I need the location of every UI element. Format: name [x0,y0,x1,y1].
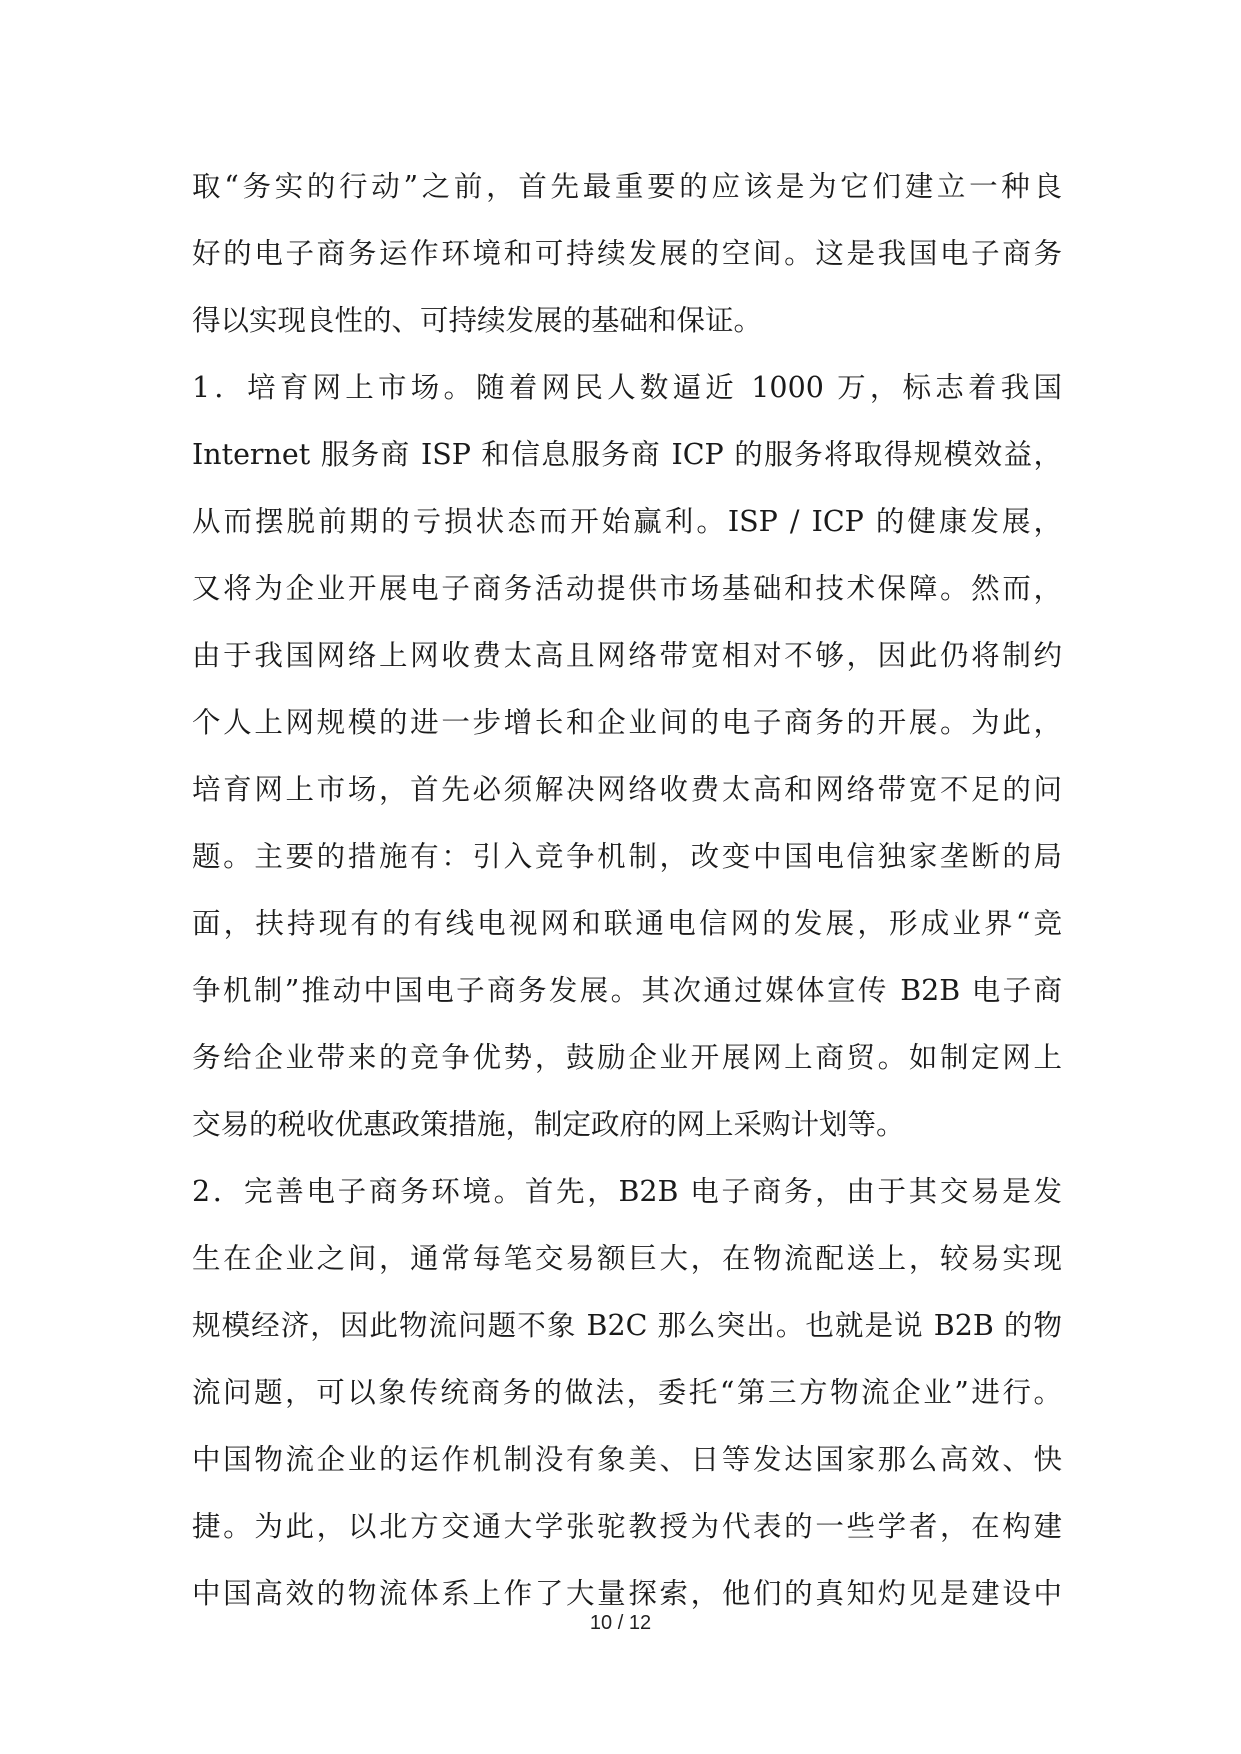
text-line: 流问题，可以象传统商务的做法，委托“第三方物流企业”进行。 [192,1376,1062,1409]
text-line: 生在企业之间，通常每笔交易额巨大，在物流配送上，较易实现 [192,1242,1062,1275]
text-line: 又将为企业开展电子商务活动提供市场基础和技术保障。然而， [192,572,1062,605]
text-line: 好的电子商务运作环境和可持续发展的空间。这是我国电子商务 [192,237,1062,270]
page-number: 10 / 12 [589,1612,652,1634]
text-line: 捷。为此，以北方交通大学张驼教授为代表的一些学者，在构建 [192,1510,1062,1543]
text-line: 务给企业带来的竞争优势，鼓励企业开展网上商贸。如制定网上 [192,1041,1062,1074]
text-line: 2．完善电子商务环境。首先，B2B 电子商务，由于其交易是发 [192,1175,1062,1208]
text-line: 从而摆脱前期的亏损状态而开始赢利。ISP / ICP 的健康发展， [192,505,1062,538]
text-line: 个人上网规模的进一步增长和企业间的电子商务的开展。为此， [192,706,1062,739]
text-line: 由于我国网络上网收费太高且网络带宽相对不够，因此仍将制约 [192,639,1062,672]
text-line: 面，扶持现有的有线电视网和联通电信网的发展，形成业界“竞 [192,907,1062,940]
text-line: 交易的税收优惠政策措施，制定政府的网上采购计划等。 [192,1108,905,1141]
text-line: 争机制”推动中国电子商务发展。其次通过媒体宣传 B2B 电子商 [192,974,1062,1007]
text-line: 取“务实的行动”之前，首先最重要的应该是为它们建立一种良 [192,170,1062,203]
text-line: 1．培育网上市场。随着网民人数逼近 1000 万，标志着我国 [192,371,1062,404]
text-line: 中国高效的物流体系上作了大量探索，他们的真知灼见是建设中 [192,1577,1062,1610]
text-line: 中国物流企业的运作机制没有象美、日等发达国家那么高效、快 [192,1443,1062,1476]
body-text [192,153,1062,1627]
text-line: 培育网上市场，首先必须解决网络收费太高和网络带宽不足的问 [192,773,1062,806]
text-line: 规模经济，因此物流问题不象 B2C 那么突出。也就是说 B2B 的物 [192,1309,1062,1342]
text-line: 得以实现良性的、可持续发展的基础和保证。 [192,304,763,337]
text-line: 题。主要的措施有：引入竞争机制，改变中国电信独家垄断的局 [192,840,1062,873]
text-line: Internet 服务商 ISP 和信息服务商 ICP 的服务将取得规模效益， [192,438,1062,471]
